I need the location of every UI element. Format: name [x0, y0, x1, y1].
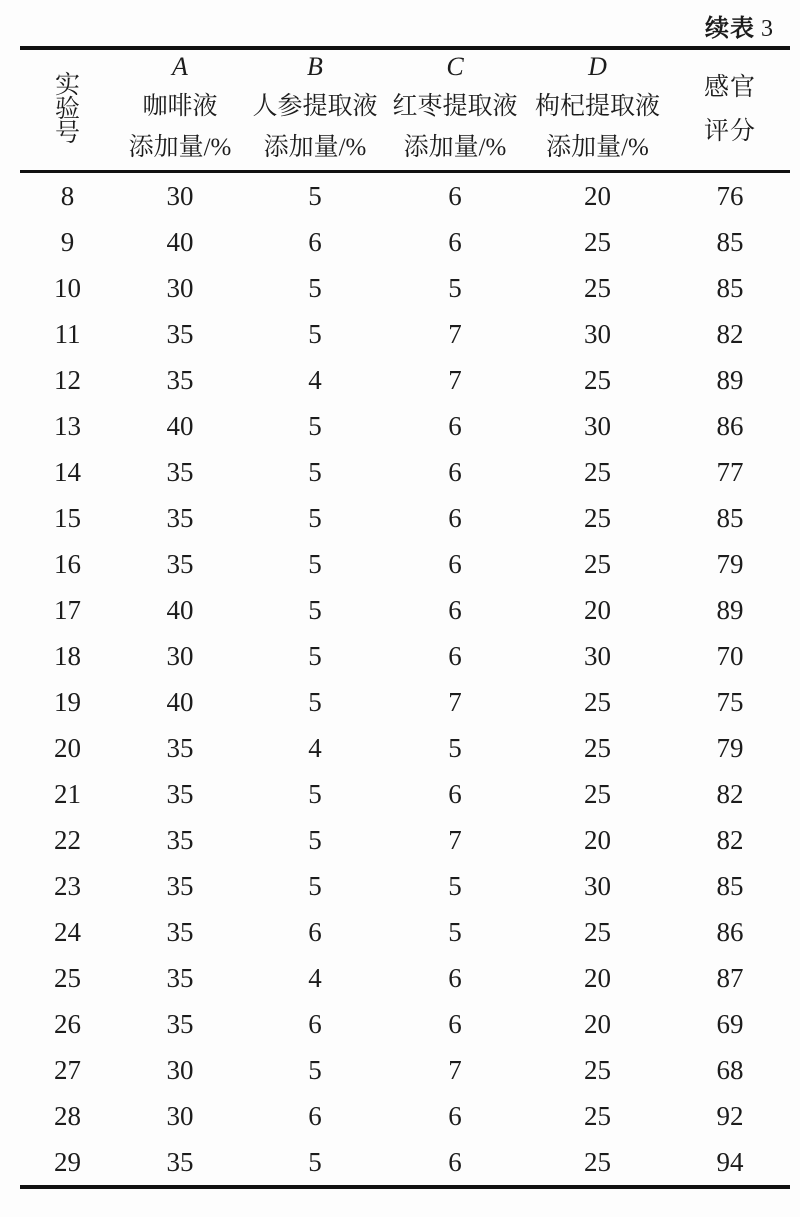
score-cell: 76 [716, 180, 744, 211]
factor-d-cell: 30 [584, 870, 611, 901]
experiment-number-cell: 25 [54, 962, 81, 993]
table-row [20, 955, 790, 1001]
experiment-number-cell: 28 [54, 1100, 81, 1131]
score-cell: 82 [716, 318, 744, 349]
factor-c-cell: 6 [448, 410, 462, 441]
factor-a-cell: 40 [166, 226, 194, 257]
factor-a-cell: 35 [166, 732, 194, 763]
factor-c-cell: 6 [448, 594, 462, 625]
score-cell: 85 [716, 870, 744, 901]
table-number: 3 [761, 16, 773, 42]
factor-b-cell: 5 [308, 686, 322, 717]
factor-d-cell: 25 [584, 502, 611, 533]
table-row [20, 1001, 790, 1047]
score-cell: 75 [716, 686, 744, 717]
score-cell: 85 [716, 502, 744, 533]
factor-a-cell: 35 [166, 1146, 194, 1177]
header-factor-d [525, 48, 670, 172]
factor-d-cell: 25 [584, 686, 611, 717]
score-cell: 70 [716, 640, 744, 671]
experiment-number-cell: 18 [54, 640, 81, 671]
experiment-number-cell: 8 [60, 180, 75, 211]
experiment-number-cell: 14 [54, 456, 81, 487]
continued-table-label: 续表 [705, 16, 755, 42]
factor-b-unit: 添加量/% [263, 134, 367, 161]
factor-a-name: 咖啡液 [142, 93, 218, 120]
score-cell: 82 [716, 778, 744, 809]
factor-c-cell: 6 [448, 502, 462, 533]
factor-d-cell: 20 [584, 180, 611, 211]
table-row [20, 679, 790, 725]
experiment-number-cell: 24 [54, 916, 81, 947]
factor-b-cell: 6 [308, 1008, 322, 1039]
factor-b-letter: B [307, 52, 323, 81]
factor-d-name: 枸杞提取液 [534, 93, 660, 120]
factor-a-cell: 35 [166, 456, 194, 487]
factor-a-cell: 40 [166, 594, 194, 625]
factor-d-cell: 25 [584, 732, 611, 763]
factor-a-unit: 添加量/% [128, 134, 232, 161]
factor-a-cell: 30 [166, 272, 194, 303]
factor-c-cell: 7 [448, 1054, 462, 1085]
table-row [20, 909, 790, 955]
score-cell: 85 [716, 226, 744, 257]
factor-c-cell: 6 [448, 1008, 462, 1039]
factor-a-cell: 30 [166, 640, 194, 671]
table-row [20, 219, 790, 265]
score-cell: 69 [716, 1008, 744, 1039]
table-row [20, 403, 790, 449]
factor-b-cell: 6 [308, 1100, 322, 1131]
factor-c-unit: 添加量/% [403, 134, 507, 161]
experiment-number-cell: 20 [54, 732, 81, 763]
factor-a-cell: 35 [166, 962, 194, 993]
factor-d-cell: 30 [584, 318, 611, 349]
factor-c-cell: 7 [448, 364, 462, 395]
factor-c-name: 红枣提取液 [392, 93, 518, 120]
table-row [20, 771, 790, 817]
factor-c-cell: 7 [448, 318, 462, 349]
factor-d-cell: 20 [584, 1008, 611, 1039]
factor-b-cell: 5 [308, 502, 322, 533]
factor-b-cell: 5 [308, 1054, 322, 1085]
factor-b-cell: 4 [308, 962, 322, 993]
table-header [20, 48, 790, 172]
experiment-number-cell: 17 [54, 594, 81, 625]
score-cell: 77 [716, 456, 744, 487]
factor-a-cell: 35 [166, 1008, 194, 1039]
factor-b-cell: 5 [308, 318, 322, 349]
table-row [20, 265, 790, 311]
header-sensory-score [670, 48, 790, 172]
factor-c-cell: 6 [448, 548, 462, 579]
factor-c-letter: C [446, 52, 464, 81]
factor-d-unit: 添加量/% [546, 134, 649, 161]
factor-d-cell: 20 [584, 824, 611, 855]
table-row [20, 357, 790, 403]
factor-c-cell: 6 [448, 962, 462, 993]
factor-b-cell: 4 [308, 364, 322, 395]
factor-d-cell: 25 [584, 1146, 611, 1177]
header-factor-c [385, 48, 525, 172]
factor-b-cell: 5 [308, 410, 322, 441]
factor-a-cell: 35 [166, 502, 194, 533]
experiment-number-cell: 12 [54, 364, 81, 395]
experiment-number-cell: 26 [54, 1008, 81, 1039]
factor-b-cell: 5 [308, 456, 322, 487]
factor-b-name: 人参提取液 [252, 93, 378, 120]
table-row [20, 863, 790, 909]
factor-c-cell: 6 [448, 1100, 462, 1131]
score-cell: 89 [716, 364, 744, 395]
orthogonal-experiment-table [20, 46, 790, 1189]
factor-c-cell: 7 [448, 824, 462, 855]
table-row [20, 1093, 790, 1139]
factor-c-cell: 6 [448, 1146, 462, 1177]
factor-d-cell: 25 [584, 1054, 611, 1085]
factor-c-cell: 5 [448, 732, 462, 763]
experiment-number-cell: 13 [54, 410, 81, 441]
experiment-number-cell: 29 [54, 1146, 81, 1177]
table-row [20, 725, 790, 771]
table-caption [0, 12, 800, 46]
factor-d-cell: 25 [584, 364, 611, 395]
factor-c-cell: 6 [448, 640, 462, 671]
experiment-number-label: 实验号 [54, 72, 80, 147]
factor-b-cell: 6 [308, 226, 322, 257]
factor-b-cell: 5 [308, 640, 322, 671]
factor-a-cell: 30 [166, 1100, 194, 1131]
factor-d-cell: 20 [584, 594, 611, 625]
table-row [20, 1047, 790, 1093]
score-cell: 92 [716, 1100, 744, 1131]
factor-a-letter: A [172, 52, 188, 81]
factor-c-cell: 6 [448, 778, 462, 809]
factor-a-cell: 30 [166, 1054, 194, 1085]
factor-a-cell: 35 [166, 318, 194, 349]
table-row [20, 311, 790, 357]
factor-b-cell: 5 [308, 548, 322, 579]
factor-c-cell: 5 [448, 916, 462, 947]
factor-d-cell: 25 [584, 456, 611, 487]
factor-b-cell: 5 [308, 180, 322, 211]
table-row [20, 541, 790, 587]
score-cell: 79 [716, 548, 744, 579]
factor-b-cell: 5 [308, 272, 322, 303]
factor-b-cell: 5 [308, 594, 322, 625]
experiment-number-cell: 10 [54, 272, 81, 303]
factor-b-cell: 5 [308, 870, 322, 901]
factor-a-cell: 30 [166, 180, 194, 211]
factor-b-cell: 5 [308, 824, 322, 855]
factor-d-cell: 25 [584, 548, 611, 579]
experiment-number-cell: 21 [54, 778, 81, 809]
factor-d-cell: 25 [584, 226, 611, 257]
factor-a-cell: 35 [166, 824, 194, 855]
factor-a-cell: 35 [166, 548, 194, 579]
factor-d-cell: 30 [584, 410, 611, 441]
factor-c-cell: 7 [448, 686, 462, 717]
score-cell: 94 [716, 1146, 744, 1177]
header-row [20, 48, 790, 172]
score-cell: 86 [716, 410, 744, 441]
factor-a-cell: 35 [166, 916, 194, 947]
factor-d-letter: D [588, 52, 607, 81]
factor-a-cell: 40 [166, 410, 194, 441]
score-cell: 79 [716, 732, 744, 763]
score-cell: 85 [716, 272, 744, 303]
factor-b-cell: 5 [308, 778, 322, 809]
factor-d-cell: 30 [584, 640, 611, 671]
table-body [20, 172, 790, 1188]
document-page [0, 12, 800, 1217]
factor-c-cell: 5 [448, 272, 462, 303]
factor-d-cell: 25 [584, 272, 611, 303]
table-row [20, 172, 790, 220]
factor-b-cell: 4 [308, 732, 322, 763]
factor-a-cell: 35 [166, 778, 194, 809]
experiment-number-cell: 16 [54, 548, 81, 579]
factor-d-cell: 25 [584, 1100, 611, 1131]
score-cell: 87 [716, 962, 744, 993]
factor-b-cell: 6 [308, 916, 322, 947]
table-row [20, 587, 790, 633]
header-factor-b [245, 48, 385, 172]
table-row [20, 817, 790, 863]
experiment-number-cell: 19 [54, 686, 81, 717]
table-row [20, 449, 790, 495]
factor-c-cell: 5 [448, 870, 462, 901]
score-cell: 86 [716, 916, 744, 947]
factor-c-cell: 6 [448, 456, 462, 487]
score-cell: 89 [716, 594, 744, 625]
factor-d-cell: 25 [584, 778, 611, 809]
factor-c-cell: 6 [448, 226, 462, 257]
table-row [20, 633, 790, 679]
experiment-number-cell: 15 [54, 502, 81, 533]
factor-d-cell: 25 [584, 916, 611, 947]
experiment-number-cell: 11 [54, 318, 81, 349]
table-row [20, 495, 790, 541]
factor-c-cell: 6 [448, 180, 462, 211]
header-experiment-number [20, 48, 115, 172]
sensory-score-label: 感官评分 [704, 74, 757, 145]
experiment-number-cell: 27 [54, 1054, 81, 1085]
factor-a-cell: 40 [166, 686, 194, 717]
factor-b-cell: 5 [308, 1146, 322, 1177]
factor-a-cell: 35 [166, 870, 194, 901]
factor-a-cell: 35 [166, 364, 194, 395]
experiment-number-cell: 23 [54, 870, 81, 901]
table-row [20, 1139, 790, 1187]
experiment-number-cell: 9 [60, 226, 75, 257]
score-cell: 82 [716, 824, 744, 855]
experiment-number-cell: 22 [54, 824, 81, 855]
factor-d-cell: 20 [584, 962, 611, 993]
score-cell: 68 [716, 1054, 744, 1085]
header-factor-a [115, 48, 245, 172]
